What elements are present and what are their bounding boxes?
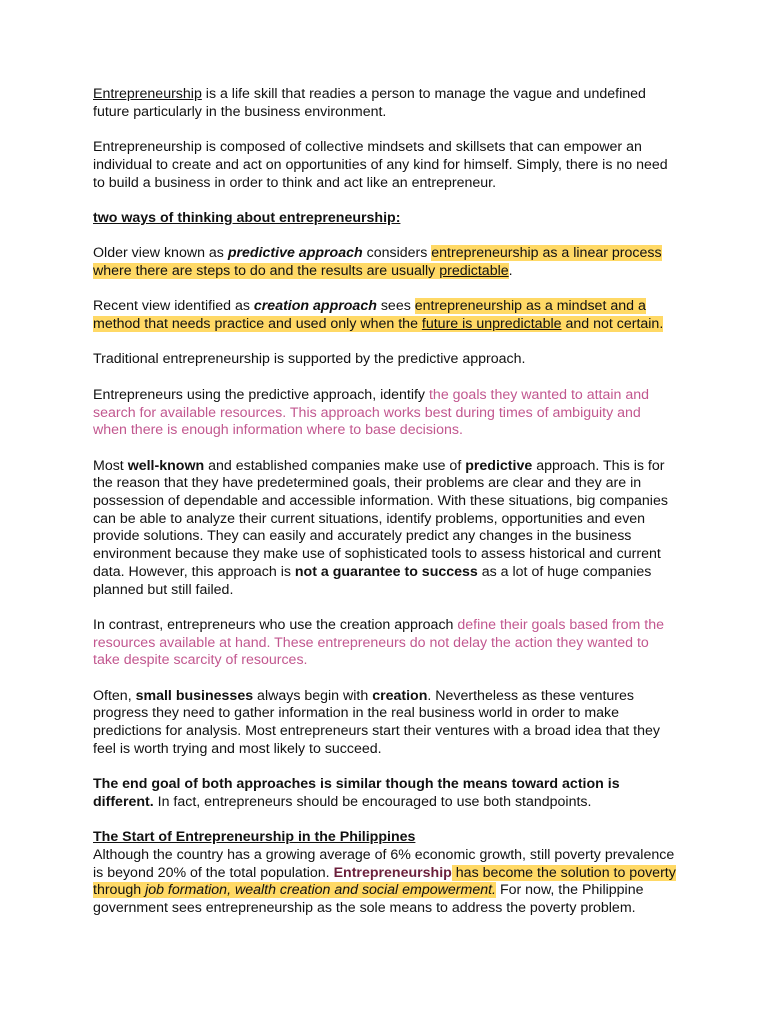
paragraph-definition xyxy=(93,86,678,121)
bold-creation: creation xyxy=(372,687,428,704)
paragraph-composition: Entrepreneurship is composed of collective mindsets and skillsets that can empower an individual to create and act on opportunities of any kind for himself. Simply, there is no need to build a business in order to think and act like an entrepreneur. xyxy=(93,139,668,191)
heading-philippines: The Start of Entrepreneurship in the Philippines xyxy=(93,829,416,846)
bold-small-businesses: small businesses xyxy=(135,687,254,704)
older-intro: Older view known as xyxy=(93,245,228,262)
often-a: Often, xyxy=(93,687,136,704)
paragraph-well-known xyxy=(93,458,678,600)
paragraph-predictive-users xyxy=(93,387,678,440)
definition-text: is a life skill that readies a person to manage the vague and undefined future particularly in the business environment. xyxy=(93,86,646,120)
most-b: and established companies make use of xyxy=(204,457,466,474)
ph-a: Although the country has a growing average of 6% economic growth, still poverty prevalence is beyond 20% of the total population. xyxy=(93,847,675,881)
ph-term-entrepreneurship: Entrepreneurship xyxy=(333,864,452,881)
most-d: as a lot of huge companies planned but still failed. xyxy=(93,563,652,598)
ph-highlight: has become the solution to poverty through xyxy=(93,864,676,899)
paragraph-older-view xyxy=(93,245,678,280)
end-goal-bold: The end goal of both approaches is similar though the means toward action is different. xyxy=(93,776,620,810)
recent-highlight-underlined: future is unpredictable xyxy=(421,316,562,333)
term-creation-approach: creation approach xyxy=(253,298,377,315)
ph-highlight-italic: job formation, wealth creation and social empowerment. xyxy=(145,882,496,899)
older-considers: considers xyxy=(362,245,432,262)
paragraph-contrast xyxy=(93,617,678,670)
recent-sees: sees xyxy=(376,298,415,315)
paragraph-traditional: Traditional entrepreneurship is supported by the predictive approach. xyxy=(93,351,526,368)
term-predictive-approach: predictive approach xyxy=(227,245,363,262)
recent-highlight: entrepreneurship as a mindset and a method that needs practice and used only when the xyxy=(93,298,646,333)
often-c: . Nevertheless as these ventures progress they need to gather information in the real business world in order to make predictions for analysis. Most entrepreneurs start their ventures with a broad idea that they feel is worth trying and most likely to succeed. xyxy=(93,687,661,757)
often-b: always begin with xyxy=(253,687,373,704)
older-highlight-underlined: predictable xyxy=(439,262,509,279)
older-highlight: entrepreneurship as a linear process where there are steps to do and the results are usually xyxy=(93,245,662,279)
recent-highlight-end: and not certain. xyxy=(561,316,664,333)
predictive-pink-text: the goals they wanted to attain and search for available resources. This approach works best during times of ambiguity and when there is enough information where to base decisions. xyxy=(93,386,650,439)
contrast-pink-text: define their goals based from the resources available at hand. These entrepreneurs do not delay the action they wanted to take despite scarcity of resources. xyxy=(93,616,665,669)
term-entrepreneurship: Entrepreneurship xyxy=(93,86,202,102)
most-c: approach. This is for the reason that they have predetermined goals, their problems are clear and they are in possession of dependable and accessible information. With these situations, big companies can be able to analyze their current situations, identify problems, opportunities and even provide solutions. They can easily and accurately predict any changes in the business environment because they make use of sophisticated tools to assess historical and current data. However, this approach is xyxy=(93,457,668,580)
end-goal-rest: In fact, entrepreneurs should be encouraged to use both standpoints. xyxy=(153,793,592,810)
document-page xyxy=(93,86,678,936)
bold-not-a-guarantee: not a guarantee to success xyxy=(294,563,478,580)
paragraph-recent-view xyxy=(93,298,678,333)
paragraph-philippines xyxy=(93,847,678,918)
paragraph-often xyxy=(93,688,678,759)
heading-two-ways: two ways of thinking about entrepreneurship: xyxy=(93,209,401,226)
bold-well-known: well-known xyxy=(127,457,205,474)
older-end: . xyxy=(508,262,513,279)
paragraph-end-goal xyxy=(93,776,678,811)
bold-predictive: predictive xyxy=(465,457,533,474)
contrast-intro: In contrast, entrepreneurs who use the creation approach xyxy=(93,616,458,633)
ph-c: For now, the Philippine government sees entrepreneurship as the sole means to address the poverty problem. xyxy=(93,882,644,917)
most-a: Most xyxy=(93,457,128,474)
predictive-intro: Entrepreneurs using the predictive approach, identify xyxy=(93,386,429,403)
recent-intro: Recent view identified as xyxy=(93,298,254,315)
